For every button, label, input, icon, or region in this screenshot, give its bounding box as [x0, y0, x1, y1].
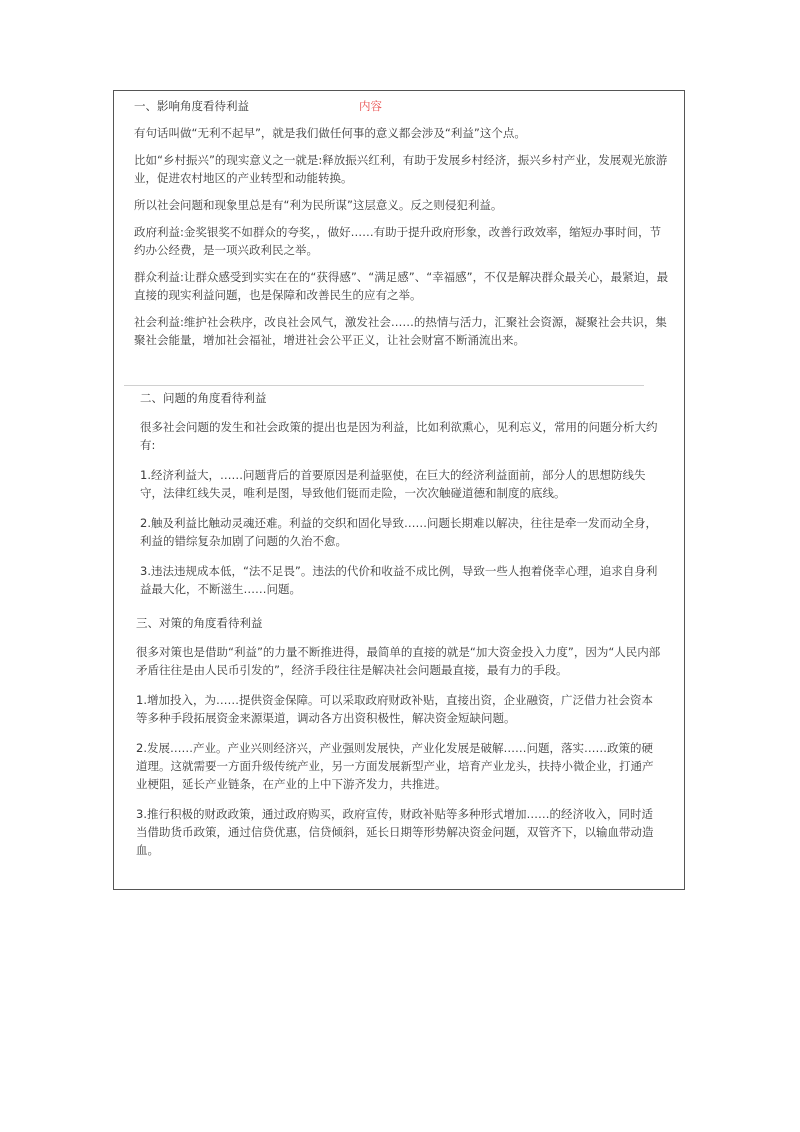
paragraph: 3.违法违规成本低，“法不足畏”。违法的代价和收益不成比例，导致一些人抱着侥幸心理，追求自身利益最大化，不断滋生……问题。	[140, 564, 658, 596]
paragraph: 群众利益:让群众感受到实实在在的“获得感”、“满足感”、“幸福感”，不仅是解决群众最关心，最紧迫，最直接的现实利益问题，也是保障和改善民生的应有之举。	[134, 270, 669, 302]
paragraph: 所以社会问题和现象里总是有“利为民所谋”这层意义。反之则侵犯利益。	[134, 198, 503, 212]
paragraph: 政府利益:金奖银奖不如群众的夸奖，，做好……有助于提升政府形象，改善行政效率，缩短办事时间，节约办公经费，是一项兴政利民之举。	[134, 225, 662, 257]
paragraph: 很多对策也是借助“利益”的力量不断推进得，最简单的直接的就是“加大资金投入力度”，因为“人民内部矛盾往往是由人民币引发的”，经济手段往往是解决社会问题最直接，最有力的手段。	[136, 645, 661, 677]
section-title: 一、影响角度看待利益	[134, 99, 249, 113]
content-tag: 内容	[359, 99, 382, 113]
section-title: 二、问题的角度看待利益	[140, 391, 267, 405]
section-impact	[114, 97, 684, 358]
section-heading	[134, 97, 670, 115]
paragraph: 很多社会问题的发生和社会政策的提出也是因为利益，比如利欲熏心，见利忘义，常用的问题分析大约有:	[140, 420, 658, 452]
paragraph: 1.经济利益大，……问题背后的首要原因是利益驱使，在巨大的经济利益面前，部分人的思想防线失守，法律红线失灵，唯利是图，导致他们铤而走险，一次次触碰道德和制度的底线。	[140, 468, 646, 500]
section-countermeasure	[114, 614, 684, 871]
paragraph: 比如“乡村振兴”的现实意义之一就是:释放振兴红利，有助于发展乡村经济，振兴乡村产业，发展观光旅游业，促进农村地区的产业转型和动能转换。	[134, 153, 668, 185]
content-frame	[113, 90, 685, 890]
paragraph: 1.增加投入，为……提供资金保障。可以采取政府财政补贴，直接出资，企业融资，广泛借力社会资本等多种手段拓展资金来源渠道，调动各方出资积极性，解决资金短缺问题。	[136, 693, 653, 725]
paragraph: 2.发展……产业。产业兴则经济兴，产业强则发展快，产业化发展是破解……问题，落实……政策的硬道理。这就需要一方面升级传统产业，另一方面发展新型产业，培育产业龙头，扶持小微企业，打通产业梗阻，延长产业链条，在产业的上中下游齐发力，共推进。	[136, 741, 654, 791]
section-problem	[114, 389, 684, 610]
section-divider	[124, 385, 644, 386]
paragraph: 3.推行积极的财政政策，通过政府购买，政府宣传，财政补贴等多种形式增加……的经济收入，同时适当借助货币政策，通过信贷优惠，信贷倾斜，延长日期等形势解决资金问题，双管齐下，以输血带动造血。	[136, 807, 654, 857]
paragraph: 社会利益:维护社会秩序，改良社会风气，激发社会……的热情与活力，汇聚社会资源，凝聚社会共识，集聚社会能量，增加社会福祉，增进社会公平正义，让社会财富不断涌流出来。	[134, 315, 667, 347]
section-title: 三、对策的角度看待利益	[136, 616, 263, 630]
paragraph: 有句话叫做“无利不起早”，就是我们做任何事的意义都会涉及“利益”这个点。	[134, 126, 526, 140]
paragraph: 2.触及利益比触动灵魂还难。利益的交织和固化导致……问题长期难以解决，往往是牵一发而动全身，利益的错综复杂加剧了问题的久治不愈。	[140, 516, 657, 548]
